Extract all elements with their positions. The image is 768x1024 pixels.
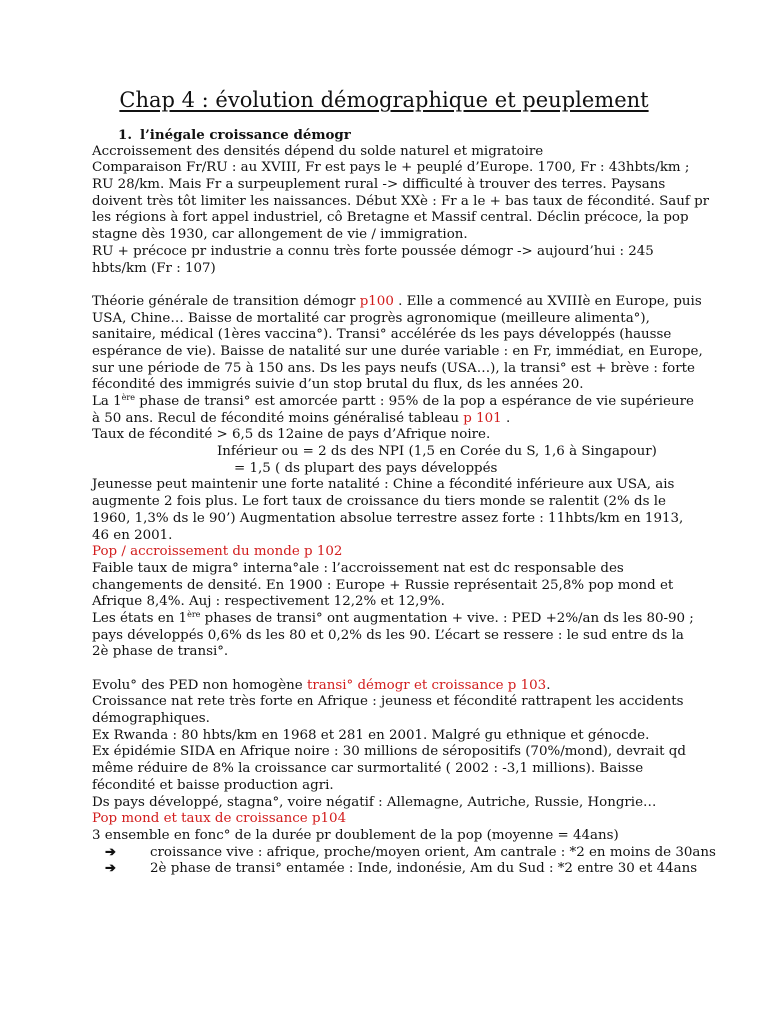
arrow-right-icon: ➔ [105, 844, 116, 860]
text-line: = 1,5 ( ds plupart des pays développés [234, 460, 498, 476]
text-line: Ex épidémie SIDA en Afrique noire : 30 millions de séropositifs (70%/mond), devrait qd [92, 744, 686, 760]
text-line: 1960, 1,3% ds le 90’) Augmentation absolue terrestre assez forte : 11hbts/km en 1913, [92, 510, 684, 526]
text-line: Inférieur ou = 2 ds des NPI (1,5 en Corée du S, 1,6 à Singapour) [217, 444, 657, 460]
text-line: Jeunesse peut maintenir une forte natalité : Chine a fécondité inférieure aux USA, ais [92, 477, 675, 493]
text-line: Afrique 8,4%. Auj : respectivement 12,2% et 12,9%. [92, 594, 445, 610]
arrow-right-icon: ➔ [105, 861, 116, 877]
text-line: sur une période de 75 à 150 ans. Ds les pays neufs (USA…), la transi° est + brève : forte [92, 360, 695, 376]
bullet-text: croissance vive : afrique, proche/moyen orient, Am cantrale : *2 en moins de 30ans [150, 844, 716, 860]
superscript: ère [121, 393, 135, 402]
text-line: 3 ensemble en fonc° de la durée pr doublement de la pop (moyenne = 44ans) [92, 827, 619, 843]
text-span: . Elle a commencé au XVIIIè en Europe, puis [393, 293, 702, 309]
text-span: phase de transi° est amorcée partt : 95% de la pop a espérance de vie supérieure [134, 394, 694, 409]
text-line: espérance de vie). Baisse de natalité sur une durée variable : en Fr, immédiat, en Europe, [92, 343, 703, 359]
text-line: doivent très tôt limiter les naissances. Début XXè : Fr a le + bas taux de fécondité. Sauf pr [92, 193, 710, 209]
text-line [92, 611, 752, 628]
text-line: Accroissement des densités dépend du solde naturel et migratoire [92, 143, 544, 159]
text-line: 2è phase de transi°. [92, 644, 229, 660]
text-line: Ds pays développé, stagna°, voire négatif : Allemagne, Autriche, Russie, Hongrie… [92, 794, 657, 810]
text-span: La 1 [92, 394, 122, 409]
bullet-text: 2è phase de transi° entamée : Inde, indonésie, Am du Sud : *2 entre 30 et 44ans [150, 861, 698, 877]
text-line: Taux de fécondité > 6,5 ds 12aine de pays d’Afrique noire. [92, 427, 491, 443]
text-line: 46 en 2001. [92, 527, 173, 543]
paragraph-gap [92, 661, 752, 678]
text-line: augmente 2 fois plus. Le fort taux de croissance du tiers monde se ralentit (2% ds le [92, 494, 666, 510]
text-line: changements de densité. En 1900 : Europe + Russie représentait 25,8% pop mond et [92, 577, 674, 593]
subheading-reference: Pop / accroissement du monde p 102 [92, 544, 343, 560]
page-reference: p100 [359, 293, 394, 309]
section-number: 1. [118, 127, 132, 143]
text-line: Comparaison Fr/RU : au XVIII, Fr est pays le + peuplé d’Europe. 1700, Fr : 43hbts/km ; [92, 160, 690, 176]
text-line: fécondité des immigrés suivie d’un stop brutal du flux, ds les années 20. [92, 377, 584, 393]
text-span: . [546, 677, 551, 693]
document-body [92, 127, 752, 878]
text-line: Faible taux de migra° interna°ale : l’accroissement nat est dc responsable des [92, 560, 624, 576]
text-span: à 50 ans. Recul de fécondité moins généralisé tableau [92, 410, 464, 426]
text-line: stagne dès 1930, car allongement de vie / immigration. [92, 227, 468, 243]
text-span: phases de transi° ont augmentation + vive. : PED +2%/an ds les 80-90 ; [200, 610, 694, 626]
text-line [92, 678, 752, 695]
text-line: hbts/km (Fr : 107) [92, 260, 216, 276]
page-title: Chap 4 : évolution démographique et peuplement [119, 88, 649, 112]
text-line: Croissance nat rete très forte en Afrique : jeuness et fécondité rattrapent les accidents [92, 694, 684, 710]
text-line: USA, Chine… Baisse de mortalité car progrès agronomique (meilleure alimenta°), [92, 310, 650, 326]
text-span: Théorie générale de transition démogr [92, 293, 360, 309]
text-line [92, 294, 752, 311]
page-reference: transi° démogr et croissance p 103 [306, 677, 547, 693]
section-heading [92, 127, 752, 144]
text-line: RU + précoce pr industrie a connu très forte poussée démogr -> aujourd’hui : 245 [92, 243, 654, 259]
text-line: pays développés 0,6% ds les 80 et 0,2% ds les 90. L’écart se ressere : le sud entre ds la [92, 627, 684, 643]
text-line: les régions à fort appel industriel, cô Bretagne et Massif central. Déclin précoce, la pop [92, 210, 689, 226]
text-span: Evolu° des PED non homogène [92, 677, 307, 693]
text-line [92, 411, 752, 428]
text-line: Ex Rwanda : 80 hbts/km en 1968 et 281 en 2001. Malgré gu ethnique et génocde. [92, 727, 650, 743]
section-title: l’inégale croissance démogr [140, 127, 351, 143]
page-reference: p 101 [463, 410, 502, 426]
text-line: RU 28/km. Mais Fr a surpeuplement rural -> difficulté à trouver des terres. Paysans [92, 177, 666, 193]
paragraph-gap [92, 277, 752, 294]
superscript: ère [187, 609, 201, 619]
text-line: même réduire de 8% la croissance car surmortalité ( 2002 : -3,1 millions). Baisse [92, 761, 644, 777]
text-line: démographiques. [92, 711, 210, 727]
text-line: fécondité et baisse production agri. [92, 777, 334, 793]
bullet-item [92, 845, 752, 862]
text-span: Les états en 1 [92, 610, 188, 626]
text-line [92, 394, 752, 411]
subheading-reference: Pop mond et taux de croissance p104 [92, 811, 347, 827]
text-span: . [501, 410, 511, 426]
bullet-item [92, 861, 752, 878]
text-line: sanitaire, médical (1ères vaccina°). Transi° accélérée ds les pays développés (hausse [92, 327, 672, 343]
